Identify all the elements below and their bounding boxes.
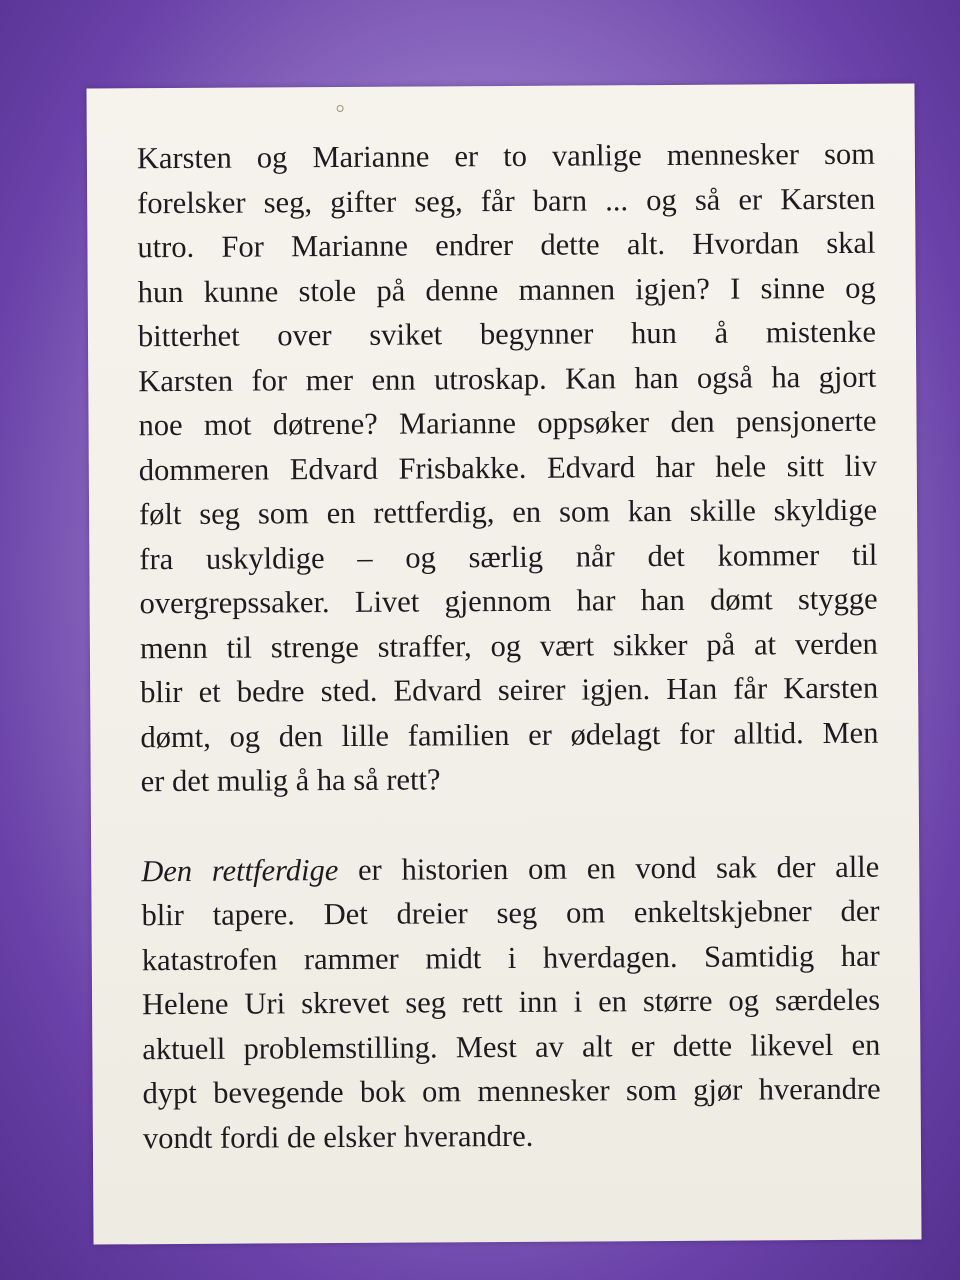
text-line: Helene Uri skrevet seg rett inn i en større og særdeles (141, 982, 881, 1022)
text-line: katastrofen rammer midt i hverdagen. Samtidig har (141, 938, 880, 977)
blurb-paragraph-2 (141, 844, 881, 1160)
text-line: forelsker seg, gifter seg, får barn ... og så er Karsten (137, 181, 876, 220)
text-line: blir et bedre sted. Edvard seirer igjen. Han får Karsten (140, 670, 879, 710)
text-line: vondt fordi de elsker hverandre. (142, 1118, 534, 1155)
blurb-paragraph-1 (137, 132, 879, 804)
text-line: dypt bevegende bok om mennesker som gjør hverandre (142, 1071, 881, 1111)
text-line: blir tapere. Det dreier seg om enkeltskjebner der (141, 893, 880, 933)
text-line: hun kunne stole på denne mannen igjen? I sinne og (137, 270, 876, 309)
book-title: Den rettferdige (141, 852, 339, 888)
text-line: aktuell problemstilling. Mest av alt er dette likevel en (142, 1027, 881, 1066)
text-line: følt seg som en rettferdig, en som kan skille skyldige (138, 492, 878, 532)
text-line: overgrepssaker. Livet gjennom har han dømt stygge (139, 581, 878, 621)
text-line: utro. For Marianne endrer dette alt. Hvordan skal (137, 225, 876, 265)
back-cover-card (86, 83, 921, 1244)
text-line: Karsten og Marianne er to vanlige mennesker som (136, 136, 875, 176)
text-line (141, 844, 879, 893)
text-line: dommeren Edvard Frisbakke. Edvard har hele sitt liv (138, 448, 877, 487)
text-line: noe mot døtrene? Marianne oppsøker den pensjonerte (138, 403, 877, 443)
text-line: er det mulig å ha så rett? (140, 762, 441, 799)
text-line: menn til strenge straffer, og vært sikker på at verden (139, 626, 878, 665)
text-line: bitterhet over sviket begynner hun å mistenke (137, 314, 877, 354)
text-line: dømt, og den lille familien er ødelagt for alltid. Men (140, 715, 879, 754)
text-line: fra uskyldige – og særlig når det kommer til (139, 537, 878, 576)
text-line: Karsten for mer enn utroskap. Kan han også ha gjort (138, 359, 877, 398)
blurb-text (137, 132, 881, 1160)
text-fragment: er historien om en vond sak der alle (338, 849, 880, 887)
small-hole-mark (337, 105, 344, 112)
